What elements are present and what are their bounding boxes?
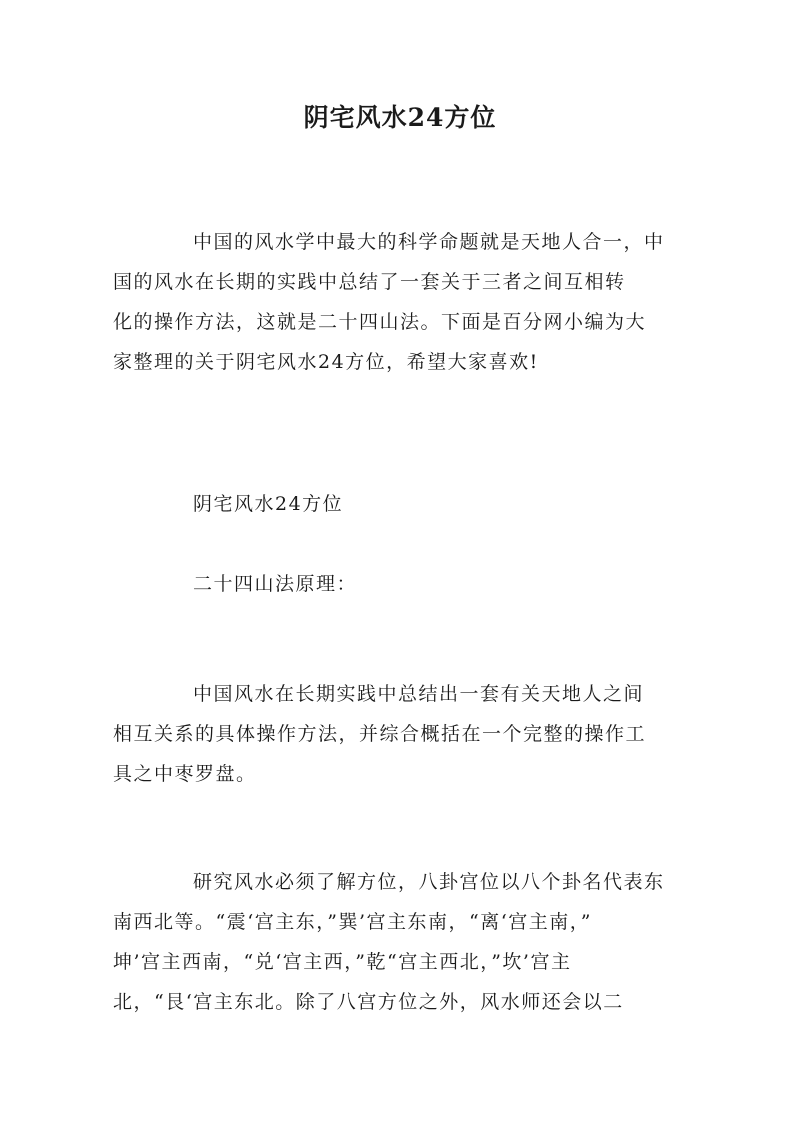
paragraph-line: 阴宅风水24方位	[193, 493, 344, 515]
intro-paragraph	[113, 222, 688, 382]
principle-paragraph	[113, 674, 688, 794]
paragraph-line: 北，“艮‘宫主东北。除了八宫方位之外，风水师还会以二	[113, 991, 624, 1013]
paragraph-line: 家整理的关于阴宅风水24方位，希望大家喜欢!	[113, 351, 539, 373]
paragraph-line: 相互关系的具体操作方法，并综合概括在一个完整的操作工	[113, 723, 647, 745]
paragraph-line: 研究风水必须了解方位，八卦宫位以八个卦名代表东	[193, 871, 665, 893]
direction-paragraph	[113, 862, 688, 1022]
paragraph-line: 具之中枣罗盘。	[113, 763, 257, 785]
paragraph-line: 化的操作方法，这就是二十四山法。下面是百分网小编为大	[113, 311, 647, 333]
paragraph-line: 国的风水在长期的实践中总结了一套关于三者之间互相转	[113, 271, 626, 293]
paragraph-line: 二十四山法原理：	[193, 573, 358, 595]
section-heading	[113, 484, 688, 524]
paragraph-line: 坤’宫主西南，“兑‘宫主西，”乾“宫主西北，”坎’宫主	[113, 951, 572, 973]
paragraph-line: 南西北等。“震‘宫主东，”巽’宫主东南，“离‘宫主南，”	[113, 911, 592, 933]
document-title: 阴宅风水24方位	[303, 103, 497, 132]
paragraph-line: 中国的风水学中最大的科学命题就是天地人合一，中	[193, 231, 665, 253]
paragraph-line: 中国风水在长期实践中总结出一套有关天地人之间	[193, 683, 645, 705]
subsection-heading	[113, 564, 688, 604]
